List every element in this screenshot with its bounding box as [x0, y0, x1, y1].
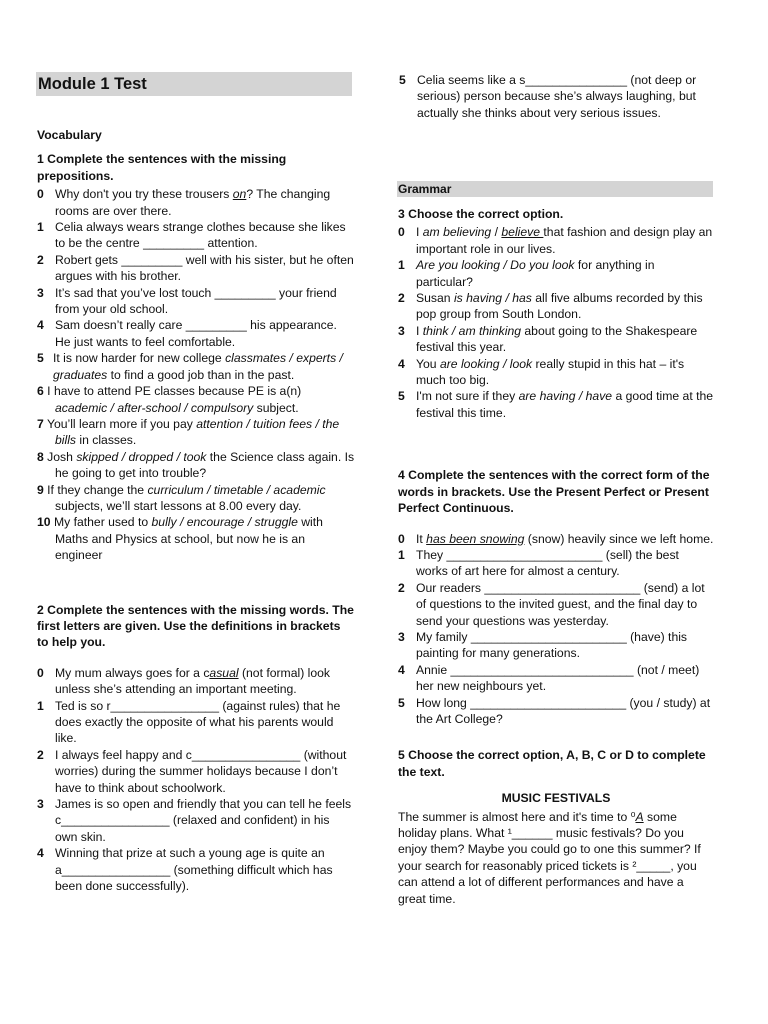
task3-item-5: 5 I'm not sure if they are having / have a good time at the festival this time. [398, 389, 714, 420]
task1-item-4: 4 Sam doesn’t really care _________ his appearance. He just wants to feel comfortable. [37, 318, 337, 349]
task2-item-2: 2 I always feel happy and c________________ (without worries) during the summer holidays because I don’t have to think about schoolwork. [37, 747, 347, 795]
task1-item-5: 5 It is now harder for new college classmates / experts / graduates to find a good job than in the past. [37, 351, 343, 382]
left-column [37, 127, 355, 894]
task2-item-3: 3 James is so open and friendly that you can tell he feels c________________ (relaxed and confident) in his own skin. [37, 797, 352, 844]
task1-item-10: 10 My father used to bully / encourage / struggle with Maths and Physics at school, but now he is an engineer [37, 515, 323, 563]
task1-item-9: 9 If they change the curriculum / timetable / academic subjects, we’ll start lessons at 8.00 every day. [37, 482, 326, 513]
task1-item-1: 1 Celia always wears strange clothes because she likes to be the centre _________ attention. [37, 220, 346, 251]
task3-item-0: 0 I am believing / believe that fashion and design play an important role in our lives. [398, 225, 713, 256]
task5-text: The summer is almost here and it's time to ⁰A some holiday plans. What ¹______ music festivals? Do you enjoy them? Maybe you could go to one this summer? If your search for reasonably priced tickets is ²_____, you can attend a lot of different performances and have a great time. [398, 809, 701, 906]
task4-item-4: 4 Annie ___________________________ (not / meet) her new neighbours yet. [398, 662, 700, 694]
task2-item-0: 0 My mum always goes for a casual (not formal) look unless she’s attending an important meeting. [37, 665, 330, 697]
text-title: MUSIC FESTIVALS [501, 791, 611, 806]
task2-heading: 2 Complete the sentences with the missing words. The first letters are given. Use the definitions in brackets to help you. [37, 602, 354, 650]
task4-item-3: 3 My family _______________________ (have) this painting for many generations. [398, 629, 688, 661]
task1-heading: 1 Complete the sentences with the missing prepositions. [37, 152, 287, 183]
task5-heading: 5 Choose the correct option, A, B, C or D to complete the text. [398, 748, 706, 779]
task4-item-1: 1 They _______________________ (sell) the best works of art here for almost a century. [398, 547, 679, 579]
task2-item-1: 1 Ted is so r________________ (against rules) that he does exactly the opposite of what his parents would like. [37, 698, 341, 746]
vocabulary-heading: Vocabulary [37, 128, 102, 142]
task1-item-7: 7 You’ll learn more if you pay attention / tuition fees / the bills in classes. [37, 416, 340, 448]
page-title: Module 1 Test [38, 75, 147, 93]
task1-item-6: 6 I have to attend PE classes because PE is a(n) academic / after-school / compulsory subject. [37, 384, 302, 415]
task1-item-2: 2 Robert gets _________ well with his sister, but he often argues with his brother. [37, 252, 354, 284]
task1-item-0: 0 Why don't you try these trousers on? The changing rooms are over there. [37, 187, 331, 218]
task2-item-4: 4 Winning that prize at such a young age is quite an a________________ (something difficult which has been done successfully). [37, 846, 333, 894]
task4-item-5: 5 How long _______________________ (you / study) at the Art College? [398, 695, 711, 726]
task4-item-0: 0 It has been snowing (snow) heavily since we left home. [398, 531, 714, 546]
task3-item-2: 2 Susan is having / has all five albums recorded by this pop group from South London. [398, 291, 703, 322]
task3-heading: 3 Choose the correct option. [398, 207, 564, 221]
right-column [398, 206, 714, 907]
task3-item-4: 4 You are looking / look really stupid in this hat – it's much too big. [398, 356, 685, 388]
task1-item-5b: 5 Celia seems like a s_______________ (not deep or serious) person because she’s always laughing, but actually she thinks about very serious issues. [399, 73, 697, 120]
task3-item-1: 1 Are you looking / Do you look for anything in particular? [398, 258, 655, 289]
task1-item-8: 8 Josh skipped / dropped / took the Science class again. Is he going to get into trouble? [37, 449, 355, 481]
task1-item-3: 3 It’s sad that you’ve lost touch _________ your friend from your old school. [37, 285, 337, 317]
grammar-heading: Grammar [398, 182, 452, 196]
task4-heading: 4 Complete the sentences with the correct form of the words in brackets. Use the Present Perfect or Present Perfect Continuous. [398, 468, 710, 516]
right-column-top [397, 72, 713, 121]
task3-item-3: 3 I think / am thinking about going to the Shakespeare festival this year. [398, 323, 698, 355]
task4-item-2: 2 Our readers _______________________ (send) a lot of questions to the invited guest, and the final day to send your questions was yesterday. [398, 580, 705, 628]
